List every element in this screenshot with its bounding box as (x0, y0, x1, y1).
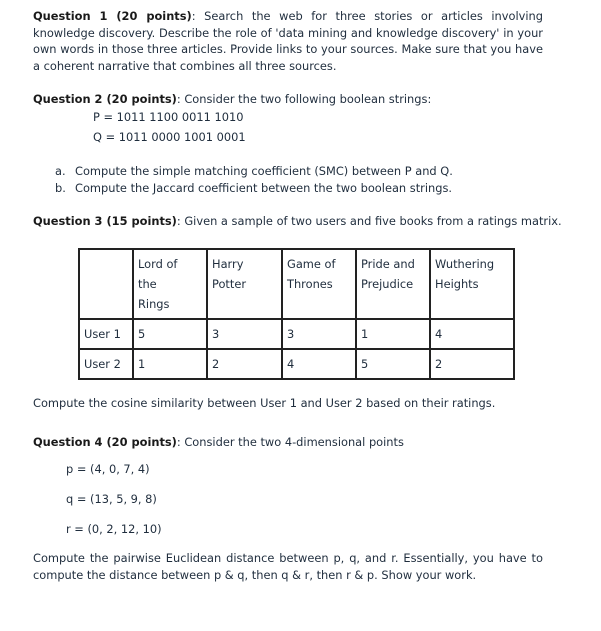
column-header-pride-and-prejudice (356, 249, 430, 319)
header-line: Thrones (287, 277, 333, 291)
point-r: r = (0, 2, 12, 10) (66, 522, 162, 536)
question-4 (33, 434, 404, 450)
table-corner-cell (79, 249, 133, 319)
header-line: Pride and (361, 257, 415, 271)
header-line: Wuthering (435, 257, 495, 271)
rating-cell: 4 (282, 349, 356, 379)
ratings-matrix-table (78, 248, 515, 380)
table-row (79, 349, 514, 379)
question-1-heading: Question 1 (20 points) (33, 9, 192, 23)
header-line: Prejudice (361, 277, 414, 291)
boolean-string-p: P = 1011 1100 0011 1010 (93, 110, 244, 124)
header-line: Rings (138, 297, 170, 311)
column-header-wuthering-heights (430, 249, 514, 319)
row-label-user-2: User 2 (79, 349, 133, 379)
header-line: the (138, 277, 157, 291)
header-line: Heights (435, 277, 479, 291)
header-line: Potter (212, 277, 247, 291)
rating-cell: 1 (356, 319, 430, 349)
question-2-heading: Question 2 (20 points) (33, 92, 177, 106)
column-header-lord-of-the-rings (133, 249, 207, 319)
header-line: Game of (287, 257, 336, 271)
question-2-text: : Consider the two following boolean strings: (176, 92, 432, 106)
question-2 (33, 91, 431, 107)
point-p: p = (4, 0, 7, 4) (66, 462, 150, 476)
question-1-text: : Search the web for three stories or articles involving knowledge discovery. Describe the role of 'data mining and knowledge discovery' in your own words in those three articles. Provide links to your sources. Make sure that you have a coherent narrative that combines all three sources. (33, 9, 543, 73)
header-line: Lord of (138, 257, 178, 271)
table-header-row (79, 249, 514, 319)
rating-cell: 2 (430, 349, 514, 379)
rating-cell: 1 (133, 349, 207, 379)
table-row (79, 319, 514, 349)
question-3-task: Compute the cosine similarity between User 1 and User 2 based on their ratings. (33, 396, 496, 410)
row-label-user-1: User 1 (79, 319, 133, 349)
question-2-item-a-marker: a. (55, 164, 66, 178)
question-3-text: : Given a sample of two users and five books from a ratings matrix. (176, 214, 562, 228)
rating-cell: 3 (207, 319, 282, 349)
column-header-game-of-thrones (282, 249, 356, 319)
point-q: q = (13, 5, 9, 8) (66, 492, 157, 506)
rating-cell: 3 (282, 319, 356, 349)
question-3 (33, 213, 562, 229)
rating-cell: 5 (356, 349, 430, 379)
column-header-harry-potter (207, 249, 282, 319)
question-2-item-b-marker: b. (55, 181, 66, 195)
question-2-item-a-text: Compute the simple matching coefficient (SMC) between P and Q. (75, 164, 453, 178)
question-3-heading: Question 3 (15 points) (33, 214, 177, 228)
question-4-text: : Consider the two 4-dimensional points (176, 435, 404, 449)
rating-cell: 2 (207, 349, 282, 379)
question-4-heading: Question 4 (20 points) (33, 435, 177, 449)
rating-cell: 5 (133, 319, 207, 349)
rating-cell: 4 (430, 319, 514, 349)
boolean-string-q: Q = 1011 0000 1001 0001 (93, 130, 246, 144)
question-4-task: Compute the pairwise Euclidean distance between p, q, and r. Essentially, you have to compute the distance between p & q, then q & r, then r & p. Show your work. (33, 551, 543, 582)
header-line: Harry (212, 257, 244, 271)
question-2-item-b-text: Compute the Jaccard coefficient between the two boolean strings. (75, 181, 453, 195)
question-1 (33, 8, 543, 74)
